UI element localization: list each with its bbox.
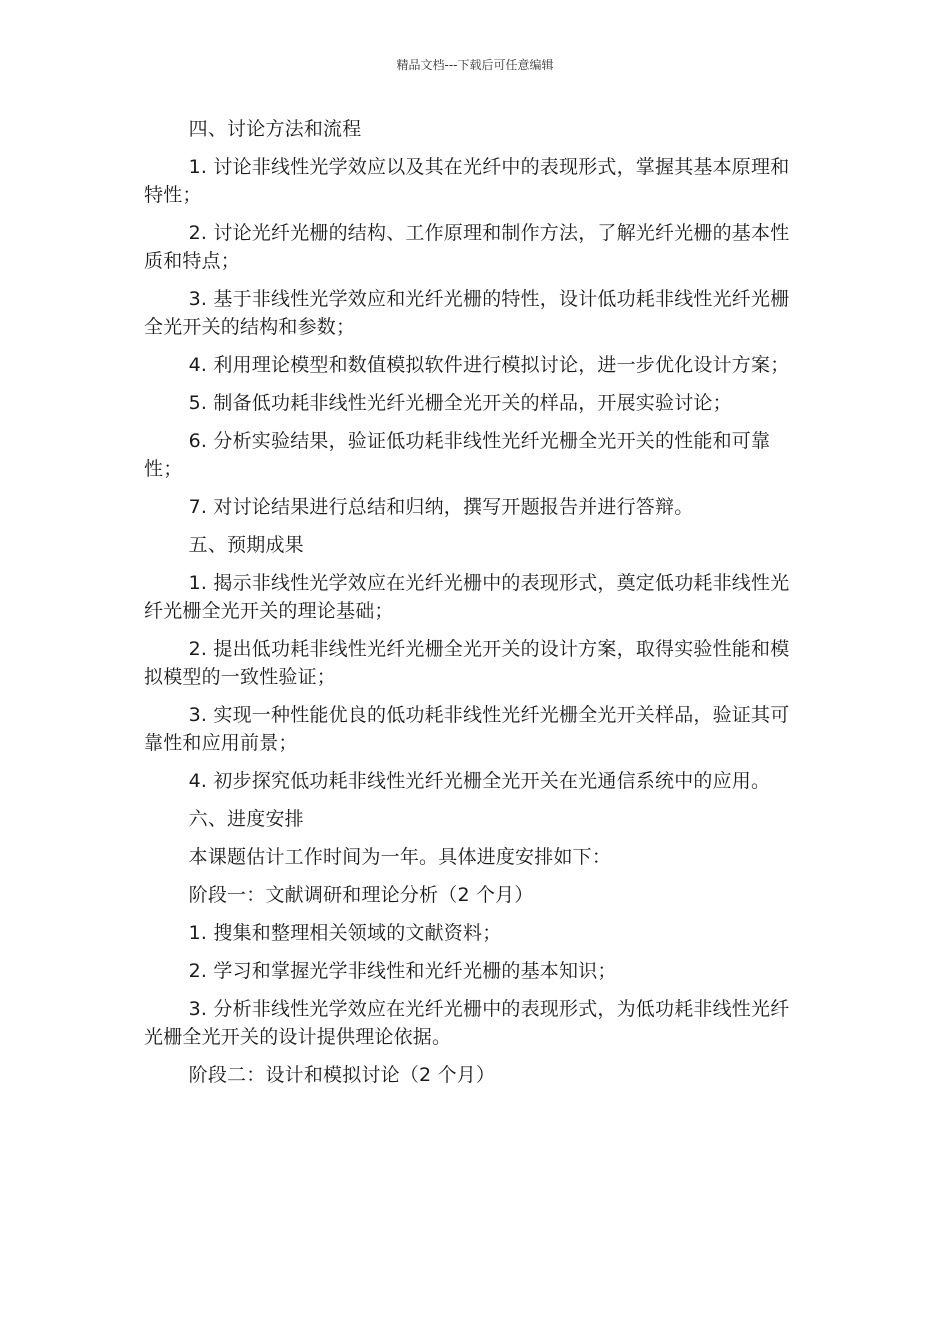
stage-1-heading: 阶段一：文献调研和理论分析（2 个月） bbox=[188, 884, 534, 906]
methods-item-1: 1. 讨论非线性光学效应以及其在光纤中的表现形式，掌握其基本原理和特性； bbox=[144, 156, 790, 206]
page-header: 精品文档---下载后可任意编辑 bbox=[396, 58, 554, 72]
methods-item-3: 3. 基于非线性光学效应和光纤光栅的特性，设计低功耗非线性光纤光栅全光开关的结构和参数； bbox=[144, 288, 790, 338]
methods-item-2: 2. 讨论光纤光栅的结构、工作原理和制作方法，了解光纤光栅的基本性质和特点； bbox=[144, 222, 790, 272]
section-heading-schedule: 六、进度安排 bbox=[188, 808, 304, 830]
methods-item-4: 4. 利用理论模型和数值模拟软件进行模拟讨论，进一步优化设计方案； bbox=[188, 354, 790, 376]
stage-1-item-2: 2. 学习和掌握光学非线性和光纤光栅的基本知识； bbox=[188, 960, 617, 982]
section-heading-methods: 四、讨论方法和流程 bbox=[188, 118, 362, 140]
methods-item-6: 6. 分析实验结果，验证低功耗非线性光纤光栅全光开关的性能和可靠性； bbox=[144, 430, 771, 480]
results-item-3: 3. 实现一种性能优良的低功耗非线性光纤光栅全光开关样品，验证其可靠性和应用前景； bbox=[144, 704, 790, 754]
stage-1-item-3: 3. 分析非线性光学效应在光纤光栅中的表现形式，为低功耗非线性光纤光栅全光开关的设计提供理论依据。 bbox=[144, 998, 790, 1048]
methods-item-7: 7. 对讨论结果进行总结和归纳，撰写开题报告并进行答辩。 bbox=[188, 496, 694, 518]
section-heading-results: 五、预期成果 bbox=[188, 534, 304, 556]
results-item-1: 1. 揭示非线性光学效应在光纤光栅中的表现形式，奠定低功耗非线性光纤光栅全光开关的理论基础； bbox=[144, 572, 790, 622]
results-item-2: 2. 提出低功耗非线性光纤光栅全光开关的设计方案，取得实验性能和模拟模型的一致性验证； bbox=[144, 638, 790, 688]
results-item-4: 4. 初步探究低功耗非线性光纤光栅全光开关在光通信系统中的应用。 bbox=[188, 770, 771, 792]
stage-1-item-1: 1. 搜集和整理相关领域的文献资料； bbox=[188, 922, 502, 944]
stage-2-heading: 阶段二：设计和模拟讨论（2 个月） bbox=[188, 1064, 496, 1086]
document-body bbox=[144, 115, 808, 1099]
methods-item-5: 5. 制备低功耗非线性光纤光栅全光开关的样品，开展实验讨论； bbox=[188, 392, 732, 414]
schedule-intro: 本课题估计工作时间为一年。具体进度安排如下： bbox=[188, 846, 612, 868]
